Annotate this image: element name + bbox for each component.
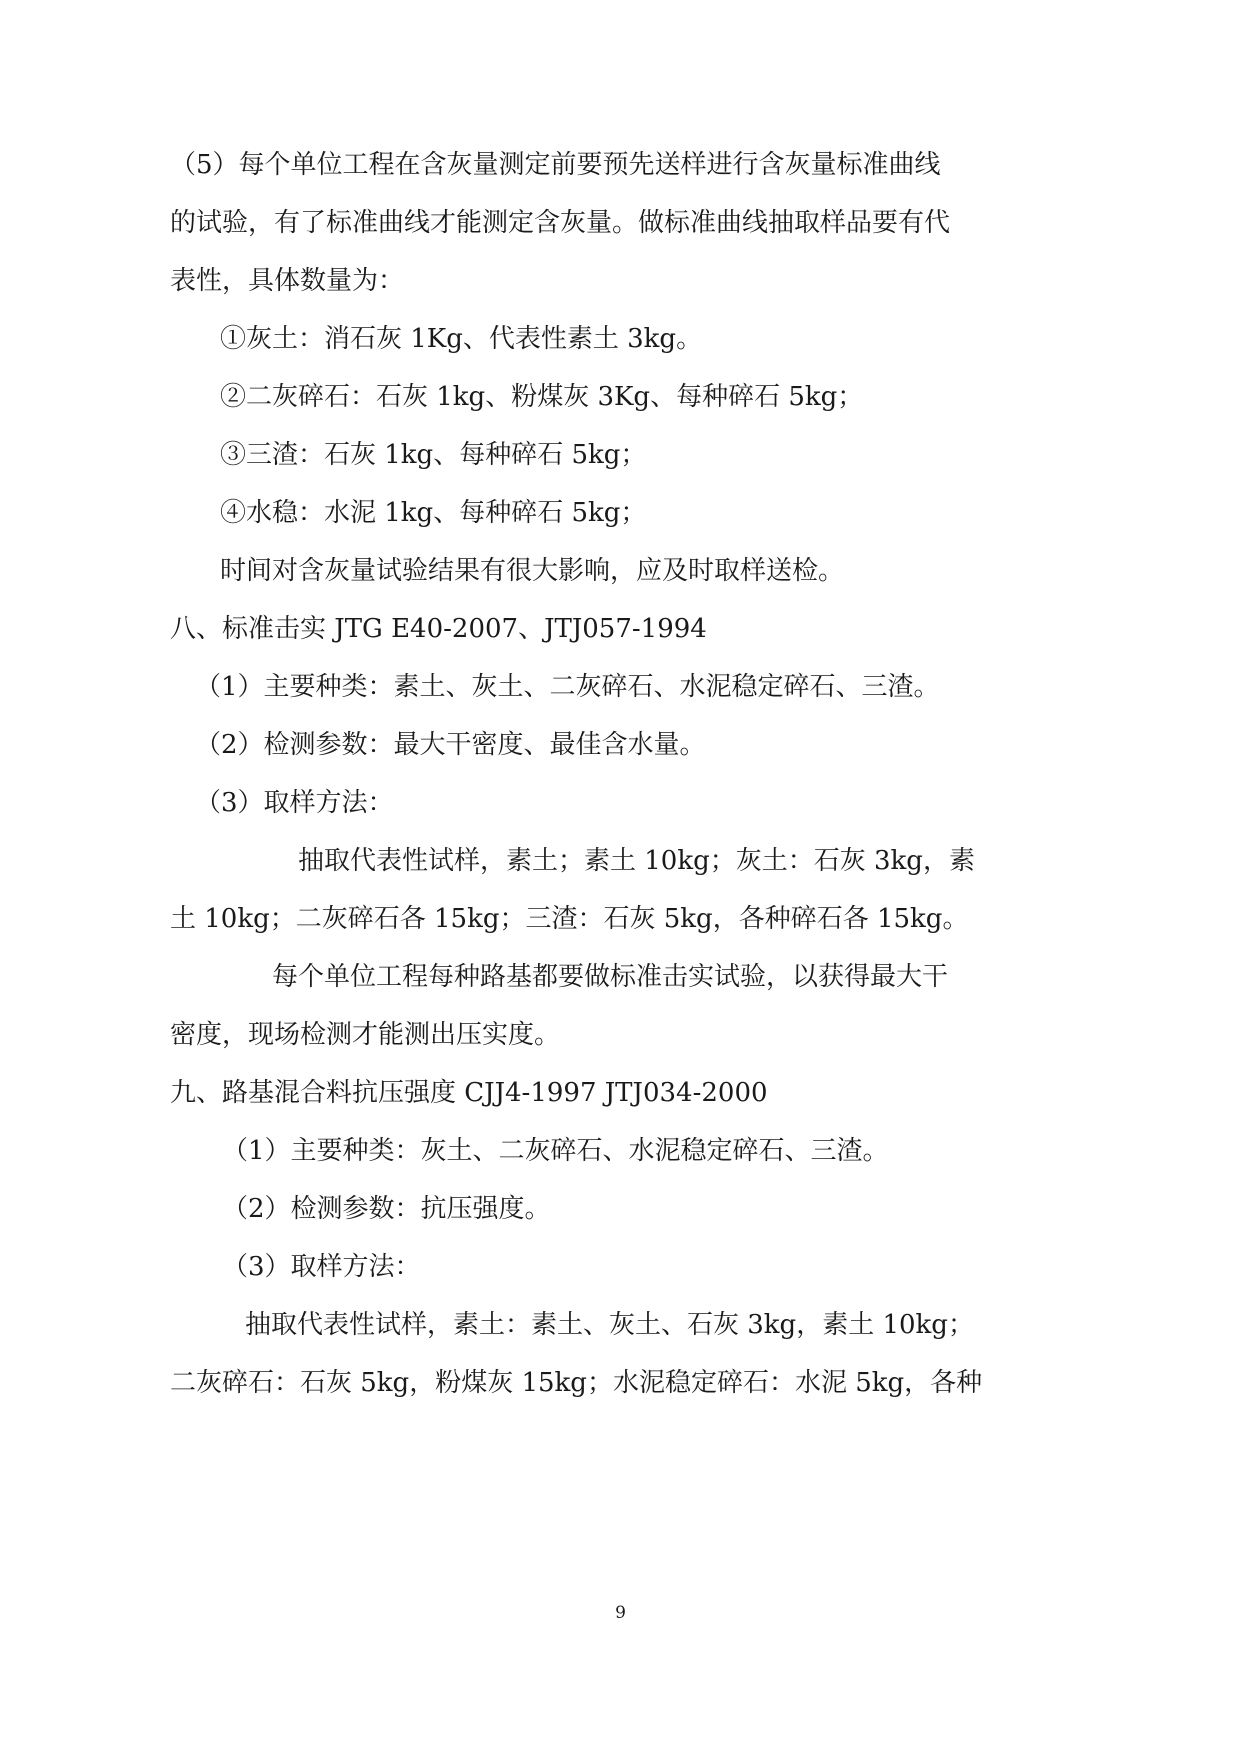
paragraph-5-line-2: 的试验，有了标准曲线才能测定含灰量。做标准曲线抽取样品要有代 bbox=[170, 208, 951, 238]
section-8-item-1: （1）主要种类：素土、灰土、二灰碎石、水泥稳定碎石、三渣。 bbox=[195, 672, 940, 702]
paragraph-5-line-1: （5）每个单位工程在含灰量测定前要预先送样进行含灰量标准曲线 bbox=[170, 150, 941, 180]
section-9-sampling-line-1: 抽取代表性试样，素土：素土、灰土、石灰 3kg，素土 10kg； bbox=[245, 1310, 974, 1340]
section-8-sampling-line-2: 土 10kg；二灰碎石各 15kg；三渣：石灰 5kg，各种碎石各 15kg。 bbox=[170, 904, 969, 934]
section-8-item-3: （3）取样方法： bbox=[195, 788, 394, 818]
section-8-note-line-1: 每个单位工程每种路基都要做标准击实试验，以获得最大干 bbox=[272, 962, 949, 992]
page-number: 9 bbox=[615, 1603, 626, 1623]
note-sampling-time: 时间对含灰量试验结果有很大影响，应及时取样送检。 bbox=[220, 556, 845, 586]
section-8-sampling-line-1: 抽取代表性试样，素土；素土 10kg；灰土：石灰 3kg，素 bbox=[298, 846, 975, 876]
section-8-note-line-2: 密度，现场检测才能测出压实度。 bbox=[170, 1020, 561, 1050]
list-item-cement-stabilized: ④水稳：水泥 1kg、每种碎石 5kg； bbox=[220, 498, 647, 528]
section-9-sampling-line-2: 二灰碎石：石灰 5kg，粉煤灰 15kg；水泥稳定碎石：水泥 5kg，各种 bbox=[170, 1368, 983, 1398]
section-9-item-3: （3）取样方法： bbox=[222, 1252, 421, 1282]
list-item-three-slag: ③三渣：石灰 1kg、每种碎石 5kg； bbox=[220, 440, 647, 470]
section-8-item-2: （2）检测参数：最大干密度、最佳含水量。 bbox=[195, 730, 706, 760]
list-item-lime-soil: ①灰土：消石灰 1Kg、代表性素土 3kg。 bbox=[220, 324, 703, 354]
list-item-two-ash-gravel: ②二灰碎石：石灰 1kg、粉煤灰 3Kg、每种碎石 5kg； bbox=[220, 382, 864, 412]
section-heading-8: 八、标准击实 JTG E40-2007、JTJ057-1994 bbox=[170, 614, 707, 644]
section-heading-9: 九、路基混合料抗压强度 CJJ4-1997 JTJ034-2000 bbox=[170, 1078, 768, 1108]
section-9-item-2: （2）检测参数：抗压强度。 bbox=[222, 1194, 551, 1224]
section-9-item-1: （1）主要种类：灰土、二灰碎石、水泥稳定碎石、三渣。 bbox=[222, 1136, 889, 1166]
paragraph-5-line-3: 表性，具体数量为： bbox=[170, 266, 405, 296]
